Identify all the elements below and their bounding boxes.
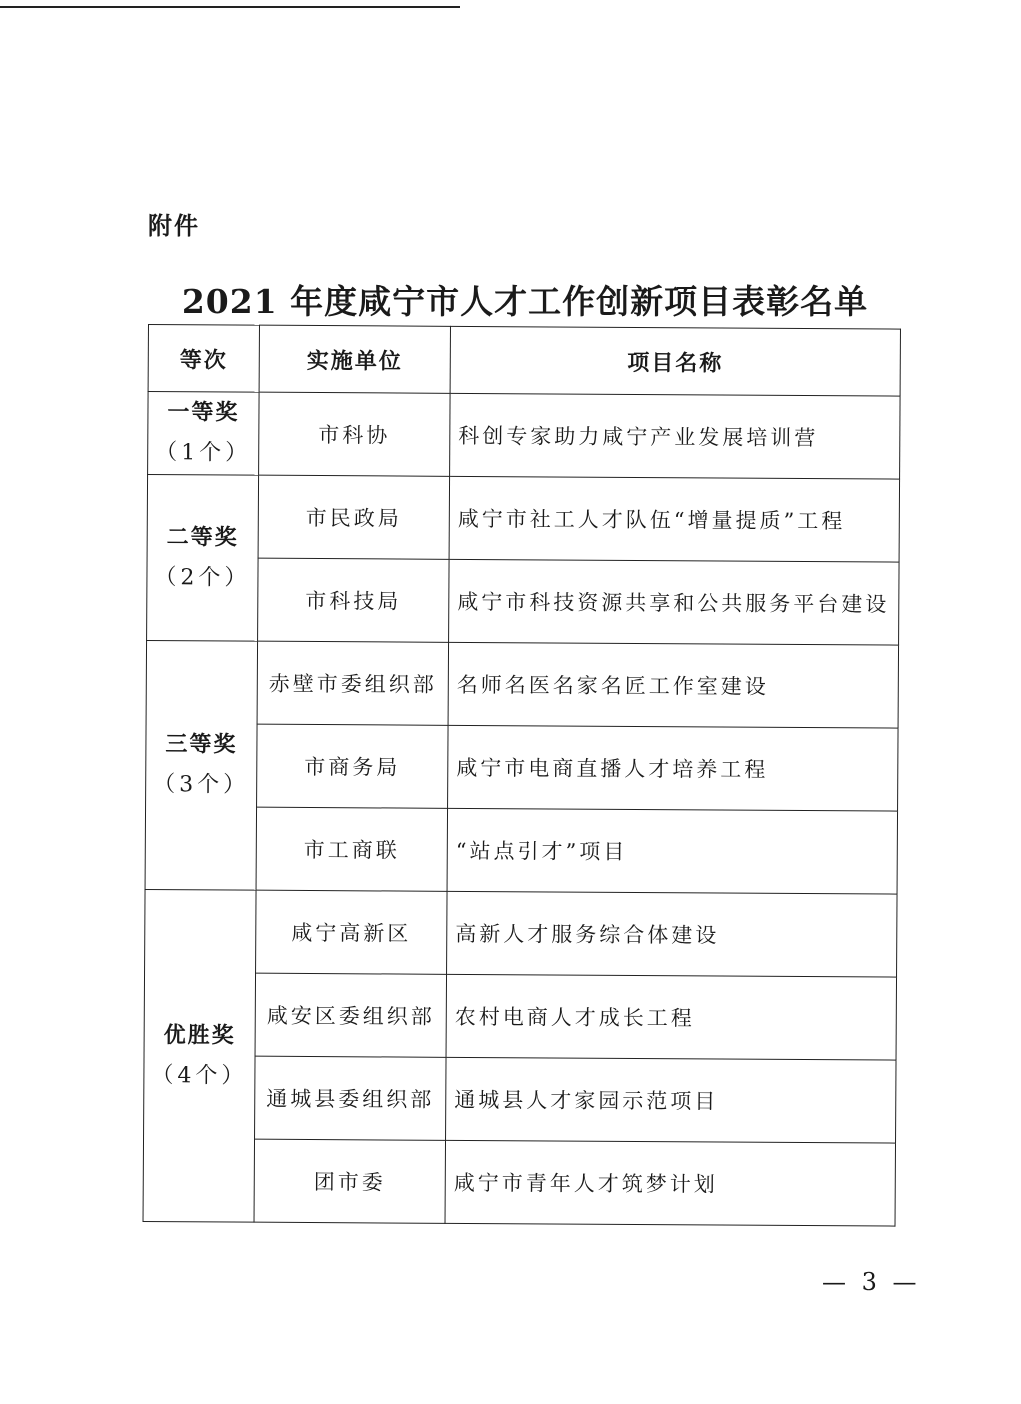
project-cell: 咸宁市社工人才队伍“增量提质”工程 — [449, 476, 899, 562]
project-cell: 咸宁市科技资源共享和公共服务平台建设 — [449, 559, 899, 645]
header-row — [148, 325, 900, 397]
award-level-count: （4个） — [151, 1062, 248, 1089]
project-cell: 高新人才服务综合体建设 — [447, 891, 897, 977]
unit-cell: 咸安区委组织部 — [255, 973, 447, 1057]
project-cell: 咸宁市青年人才筑梦计划 — [445, 1140, 895, 1226]
award-level-count: （2个） — [154, 564, 251, 591]
award-level-count: （3个） — [153, 772, 250, 798]
award-level-name: 一等奖 — [167, 400, 240, 426]
unit-cell: 市工商联 — [256, 807, 448, 891]
unit-cell: 市商务局 — [257, 724, 449, 808]
unit-cell: 市科协 — [259, 392, 451, 476]
table-row — [144, 972, 896, 1060]
award-table — [143, 324, 901, 1227]
project-cell: 科创专家助力咸宁产业发展培训营 — [450, 393, 900, 479]
award-level-cell — [145, 640, 258, 890]
page-number: — 3 — — [822, 1268, 921, 1296]
unit-cell: 咸宁高新区 — [256, 890, 448, 974]
table-row — [146, 640, 898, 728]
table-row — [146, 723, 898, 811]
table-row — [147, 475, 899, 563]
unit-cell: 团市委 — [254, 1139, 446, 1223]
award-level-name: 二等奖 — [166, 524, 239, 551]
table-row — [145, 806, 897, 894]
header-project: 项目名称 — [450, 326, 900, 396]
award-level-name: 三等奖 — [165, 732, 238, 758]
unit-cell: 市科技局 — [258, 558, 450, 642]
header-unit: 实施单位 — [259, 325, 450, 393]
unit-cell: 赤壁市委组织部 — [257, 641, 449, 725]
award-level-cell — [147, 475, 259, 642]
project-cell: “站点引才”项目 — [447, 808, 897, 894]
project-cell: 农村电商人才成长工程 — [446, 974, 896, 1060]
page-title: 2021 年度咸宁市人才工作创新项目表彰名单 — [181, 282, 869, 321]
award-level-count: （1个） — [155, 440, 252, 466]
top-rule — [0, 6, 460, 8]
table-row — [143, 1138, 895, 1226]
award-level-cell — [148, 392, 260, 476]
project-cell: 咸宁市电商直播人才培养工程 — [448, 725, 898, 811]
attachment-label: 附件 — [148, 212, 200, 240]
unit-cell: 通城县委组织部 — [255, 1056, 447, 1140]
header-level: 等次 — [148, 325, 259, 393]
table-row — [147, 557, 899, 645]
table-row — [145, 889, 897, 977]
unit-cell: 市民政局 — [258, 475, 450, 559]
project-cell: 通城县人才家园示范项目 — [446, 1057, 896, 1143]
project-cell: 名师名医名家名匠工作室建设 — [448, 642, 898, 728]
award-level-cell — [143, 889, 256, 1222]
award-level-name: 优胜奖 — [163, 1022, 236, 1049]
table-row — [148, 392, 900, 480]
table-row — [144, 1055, 896, 1143]
